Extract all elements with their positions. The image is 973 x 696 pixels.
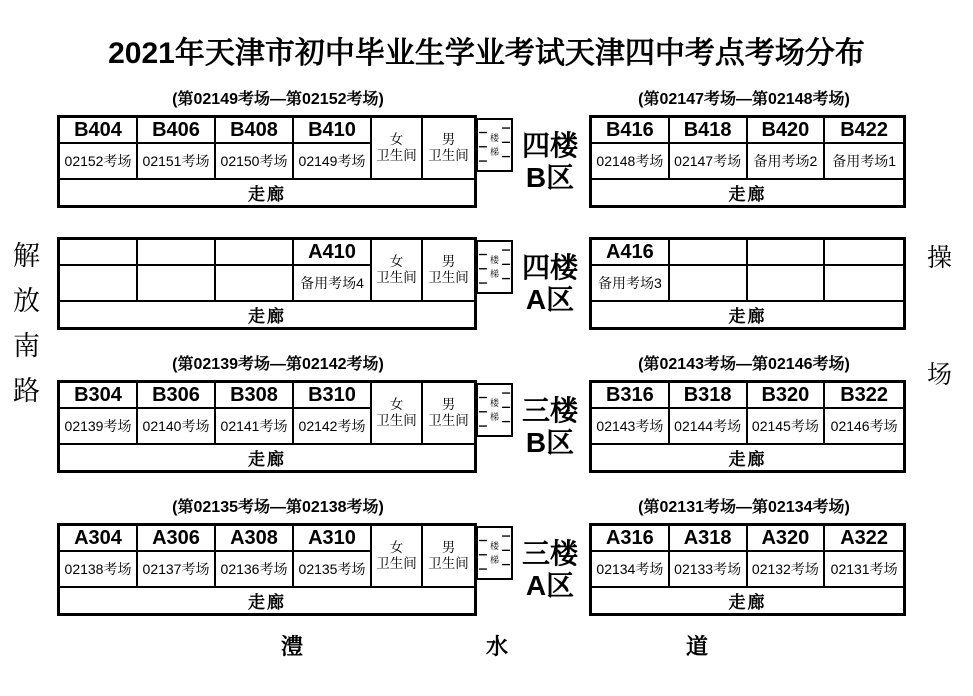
room-exam-label bbox=[670, 266, 748, 300]
corridor-label: 走廊 bbox=[60, 300, 474, 327]
room-name bbox=[748, 240, 826, 266]
room-exam-label: 02134考场 bbox=[592, 552, 670, 586]
room-exam-label bbox=[60, 266, 138, 300]
restroom-female-line2: 卫生间 bbox=[376, 148, 417, 163]
zone-line-area: B区 bbox=[525, 426, 575, 458]
range-header-left: (第02149考场—第02152考场) bbox=[172, 91, 384, 108]
room-exam-label: 02138考场 bbox=[60, 552, 138, 586]
restroom-male-line1: 男 bbox=[441, 131, 456, 147]
room-exam-label bbox=[825, 266, 903, 300]
room-name: B406 bbox=[138, 118, 216, 144]
room-exam-label bbox=[216, 266, 294, 300]
room-name bbox=[670, 240, 748, 266]
restroom-female-line1: 女 bbox=[389, 396, 404, 412]
restroom-female-line1: 女 bbox=[389, 253, 404, 269]
room-exam-label: 02149考场 bbox=[294, 144, 372, 178]
stairs-char: 楼 bbox=[489, 397, 499, 408]
restroom-female bbox=[372, 118, 423, 178]
restroom-male bbox=[423, 526, 474, 586]
road-bottom-char: 水 bbox=[486, 634, 509, 659]
room-name: B308 bbox=[216, 383, 294, 409]
zone-line-floor: 四楼 bbox=[521, 130, 578, 162]
room-exam-label: 02136考场 bbox=[216, 552, 294, 586]
page-title: 2021年天津市初中毕业生学业考试天津四中考点考场分布 bbox=[108, 37, 865, 70]
playground-char: 场 bbox=[927, 361, 953, 389]
room-name: B318 bbox=[670, 383, 748, 409]
range-header-right: (第02147考场—第02148考场) bbox=[638, 91, 850, 108]
room-exam-label: 02137考场 bbox=[138, 552, 216, 586]
playground-char: 操 bbox=[927, 244, 953, 272]
restroom-male-line2: 卫生间 bbox=[428, 413, 469, 428]
restroom-female-line2: 卫生间 bbox=[376, 270, 417, 285]
room-exam-label: 02151考场 bbox=[138, 144, 216, 178]
room-name: B404 bbox=[60, 118, 138, 144]
corridor-label: 走廊 bbox=[592, 300, 903, 327]
room-name bbox=[138, 240, 216, 266]
room-exam-label: 02143考场 bbox=[592, 409, 670, 443]
room-exam-label: 02139考场 bbox=[60, 409, 138, 443]
room-name: B410 bbox=[294, 118, 372, 144]
restroom-female bbox=[372, 383, 423, 443]
range-header-left: (第02135考场—第02138考场) bbox=[172, 499, 384, 516]
room-name: B304 bbox=[60, 383, 138, 409]
stairs-box bbox=[476, 240, 513, 294]
stairs-label bbox=[478, 528, 511, 578]
zone-label-4F-A bbox=[511, 237, 589, 330]
left-building-3F-B bbox=[57, 380, 477, 473]
zone-line-floor: 四楼 bbox=[521, 252, 578, 284]
zone-label-3F-A bbox=[511, 523, 589, 616]
range-header-left: (第02139考场—第02142考场) bbox=[172, 356, 384, 373]
room-exam-label: 02141考场 bbox=[216, 409, 294, 443]
room-exam-label: 02140考场 bbox=[138, 409, 216, 443]
room-exam-label: 02147考场 bbox=[670, 144, 748, 178]
corridor-label: 走廊 bbox=[60, 178, 474, 205]
room-name: A310 bbox=[294, 526, 372, 552]
room-name: A320 bbox=[748, 526, 826, 552]
room-exam-label bbox=[748, 266, 826, 300]
room-name: B322 bbox=[825, 383, 903, 409]
stairs-char: 梯 bbox=[489, 411, 499, 422]
stairs-char: 梯 bbox=[489, 146, 499, 157]
restroom-male bbox=[423, 118, 474, 178]
corridor-label: 走廊 bbox=[60, 443, 474, 470]
left-building-4F-A bbox=[57, 237, 477, 330]
zone-line-area: A区 bbox=[525, 569, 575, 601]
restroom-female-line2: 卫生间 bbox=[376, 413, 417, 428]
zone-label-3F-B bbox=[511, 380, 589, 473]
room-exam-label: 02133考场 bbox=[670, 552, 748, 586]
restroom-female-line1: 女 bbox=[389, 131, 404, 147]
restroom-male-line2: 卫生间 bbox=[428, 270, 469, 285]
restroom-male-line1: 男 bbox=[441, 396, 456, 412]
room-exam-label: 备用考场3 bbox=[592, 266, 670, 300]
stairs-label bbox=[478, 242, 511, 292]
road-bottom-char: 澧 bbox=[281, 634, 304, 659]
playground-label bbox=[927, 246, 952, 388]
room-name: B416 bbox=[592, 118, 670, 144]
room-exam-label: 备用考场4 bbox=[294, 266, 372, 300]
restroom-female bbox=[372, 526, 423, 586]
stairs-label bbox=[478, 385, 511, 435]
restroom-male bbox=[423, 240, 474, 300]
room-exam-label: 02131考场 bbox=[830, 561, 898, 577]
road-left-char: 南 bbox=[13, 331, 40, 361]
room-name: A410 bbox=[294, 240, 372, 266]
stairs-char: 梯 bbox=[489, 554, 499, 565]
road-left-char: 放 bbox=[13, 286, 40, 316]
stairs-char: 楼 bbox=[489, 540, 499, 551]
stairs-box bbox=[476, 526, 513, 580]
room-name bbox=[216, 240, 294, 266]
room-name: A322 bbox=[825, 526, 903, 552]
room-name bbox=[825, 240, 903, 266]
room-exam-label: 02146考场 bbox=[830, 418, 898, 434]
road-left-char: 路 bbox=[13, 376, 40, 406]
room-name: B408 bbox=[216, 118, 294, 144]
room-name: A304 bbox=[60, 526, 138, 552]
room-name: B418 bbox=[670, 118, 748, 144]
room-name: B310 bbox=[294, 383, 372, 409]
stairs-char: 梯 bbox=[489, 268, 499, 279]
room-exam-label: 02142考场 bbox=[294, 409, 372, 443]
corridor-label: 走廊 bbox=[592, 178, 903, 205]
right-building-3F-A bbox=[589, 523, 906, 616]
room-exam-label bbox=[138, 266, 216, 300]
room-exam-label: 02132考场 bbox=[748, 552, 826, 586]
left-building-3F-A bbox=[57, 523, 477, 616]
room-name: B316 bbox=[592, 383, 670, 409]
room-name: A306 bbox=[138, 526, 216, 552]
stairs-label bbox=[478, 120, 511, 170]
zone-label-4F-B bbox=[511, 115, 589, 208]
left-building-4F-B bbox=[57, 115, 477, 208]
room-exam-label: 02148考场 bbox=[592, 144, 670, 178]
range-header-right: (第02131考场—第02134考场) bbox=[638, 499, 850, 516]
room-name: A316 bbox=[592, 526, 670, 552]
zone-line-area: B区 bbox=[525, 161, 575, 193]
right-building-4F-B bbox=[589, 115, 906, 208]
restroom-male-line2: 卫生间 bbox=[428, 556, 469, 571]
room-exam-label: 备用考场1 bbox=[832, 153, 897, 169]
room-name: B420 bbox=[748, 118, 826, 144]
zone-line-area: A区 bbox=[525, 283, 575, 315]
stairs-box bbox=[476, 118, 513, 172]
room-name: B320 bbox=[748, 383, 826, 409]
road-bottom-char: 道 bbox=[686, 634, 709, 659]
room-exam-label: 备用考场2 bbox=[748, 144, 826, 178]
corridor-label: 走廊 bbox=[592, 443, 903, 470]
road-label-jiefang-south-rd bbox=[13, 243, 40, 405]
room-name: A318 bbox=[670, 526, 748, 552]
right-building-3F-B bbox=[589, 380, 906, 473]
restroom-male-line2: 卫生间 bbox=[428, 148, 469, 163]
restroom-female bbox=[372, 240, 423, 300]
stairs-char: 楼 bbox=[489, 132, 499, 143]
restroom-male bbox=[423, 383, 474, 443]
stairs-char: 楼 bbox=[489, 254, 499, 265]
room-name: A416 bbox=[592, 240, 670, 266]
room-name bbox=[60, 240, 138, 266]
room-name: B306 bbox=[138, 383, 216, 409]
room-name: A308 bbox=[216, 526, 294, 552]
zone-line-floor: 三楼 bbox=[521, 395, 578, 427]
corridor-label: 走廊 bbox=[592, 586, 903, 613]
room-exam-label: 02152考场 bbox=[60, 144, 138, 178]
range-header-right: (第02143考场—第02146考场) bbox=[638, 356, 850, 373]
room-name: B422 bbox=[825, 118, 903, 144]
room-exam-label: 02135考场 bbox=[294, 552, 372, 586]
restroom-male-line1: 男 bbox=[441, 539, 456, 555]
stairs-box bbox=[476, 383, 513, 437]
restroom-female-line2: 卫生间 bbox=[376, 556, 417, 571]
zone-line-floor: 三楼 bbox=[521, 538, 578, 570]
room-exam-label: 02144考场 bbox=[670, 409, 748, 443]
right-building-4F-A bbox=[589, 237, 906, 330]
restroom-female-line1: 女 bbox=[389, 539, 404, 555]
room-exam-label: 02145考场 bbox=[748, 409, 826, 443]
room-exam-label: 02150考场 bbox=[216, 144, 294, 178]
road-left-char: 解 bbox=[13, 241, 40, 271]
restroom-male-line1: 男 bbox=[441, 253, 456, 269]
corridor-label: 走廊 bbox=[60, 586, 474, 613]
